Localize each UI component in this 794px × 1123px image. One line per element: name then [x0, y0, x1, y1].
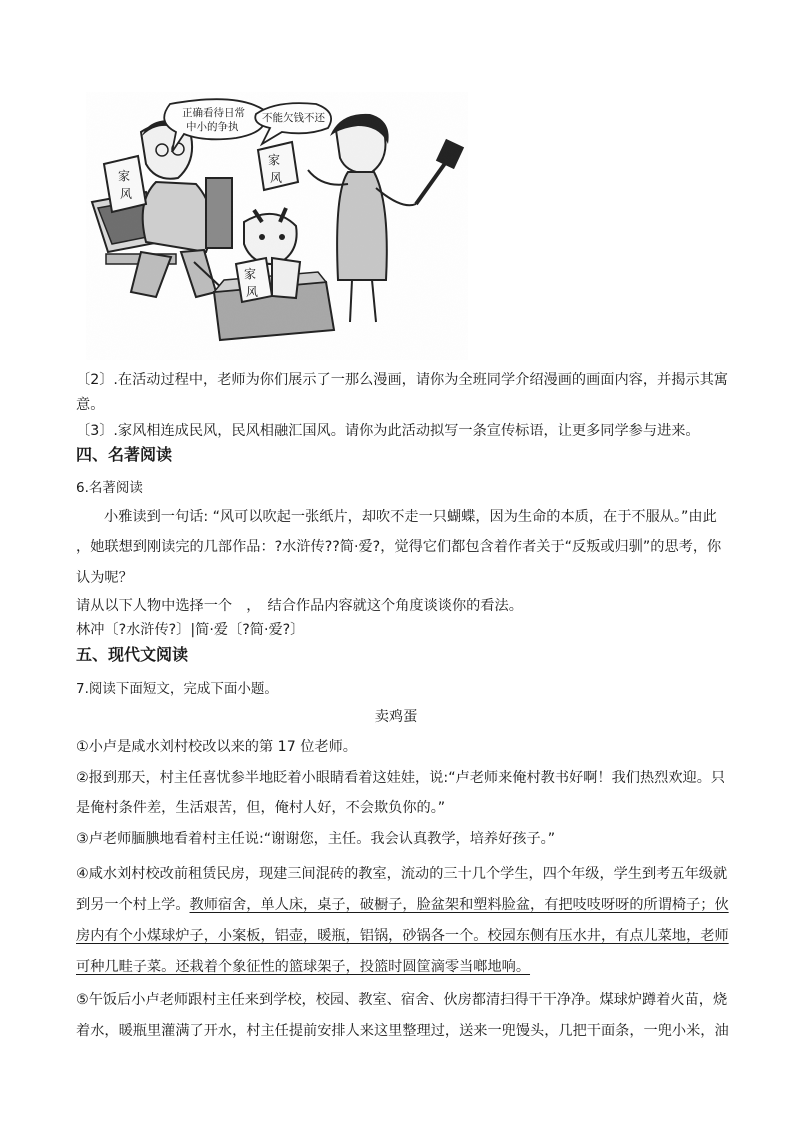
section-4-paragraph-1: 小雅读到一句话: “风可以吹起一张纸片，却吹不走一只蝴蝶，因为生命的本质，在于不服从。”由此	[104, 509, 717, 525]
question-6-label: 6.名著阅读	[76, 480, 143, 496]
paragraph-3: ③卢老师腼腆地看着村主任说:“谢谢您，主任。我会认真教学，培养好孩子。”	[76, 831, 556, 847]
family-tradition-cartoon	[86, 92, 468, 360]
question-2-line-2: 意。	[76, 397, 105, 413]
paragraph-4-line-3: 房内有个小煤球炉子，小案板，铝壶，暖瓶，铝锅，砂锅各一个。校园东侧有压水井，有点儿菜地，老师	[76, 928, 729, 944]
book-label-2b: 风	[270, 171, 283, 185]
paragraph-5-line-2: 着水，暖瓶里灌满了开水，村主任提前安排人来这里整理过，送来一兜馒头，几把干面条，一兜小米，油	[76, 1023, 729, 1039]
section-4-paragraph-4: 请从以下人物中选择一个 ， 结合作品内容就这个角度谈谈你的看法。	[76, 598, 523, 614]
paragraph-2-line-1: ②报到那天，村主任喜忧参半地眨着小眼睛看着这娃娃，说:“卢老师来俺村教书好啊！我们热烈欢迎。只	[76, 770, 726, 786]
book-label-3a: 家	[244, 267, 257, 281]
paragraph-4-line-1: ④咸水刘村校改前租赁民房，现建三间混砖的教室，流动的三十几个学生，四个年级，学生到考五年级就	[76, 866, 728, 882]
book-label-2a: 家	[268, 153, 281, 167]
story-title: 卖鸡蛋	[374, 709, 418, 725]
paragraph-4-line-2-plain: 到另一个村上学。	[76, 897, 190, 913]
question-2-line-1: 〔2〕.在活动过程中，老师为你们展示了一那么漫画，请你为全班同学介绍漫画的画面内容，并揭示其寓	[76, 372, 728, 388]
section-4-title: 四、名著阅读	[76, 445, 173, 464]
bubble-right-text: 不能欠钱不还	[262, 112, 325, 124]
paragraph-5-line-1: ⑤午饭后小卢老师跟村主任来到学校，校园、教室、宿舍、伙房都清扫得干干净净。煤球炉蹲着火苗，烧	[76, 992, 728, 1008]
book-label-1a: 家	[118, 169, 131, 183]
bubble-left-line1: 正确看待日常	[182, 107, 245, 119]
section-4-paragraph-2: ，她联想到刚读完的几部作品：?水浒传??简·爱?，觉得它们都包含着作者关于“反叛或归驯”的思考，你	[76, 539, 722, 555]
paragraph-4-line-2	[76, 895, 729, 915]
paragraph-2-line-2: 是俺村条件差，生活艰苦，但，俺村人好，不会欺负你的。”	[76, 800, 446, 816]
book-label-1b: 风	[120, 187, 133, 201]
question-3-line-1: 〔3〕.家风相连成民风，民风相融汇国风。请你为此活动拟写一条宣传标语，让更多同学参与进来。	[76, 423, 700, 439]
section-5-title: 五、现代文阅读	[76, 645, 189, 664]
paragraph-4-line-4: 可种几畦子菜。还栽着个象征性的篮球架子，投篮时圆筐滴零当啷地响。	[76, 959, 531, 975]
paragraph-4-line-2-underlined: 教师宿舍，单人床，桌子，破橱子，脸盆架和塑料脸盆，有把吱吱呀呀的所谓椅子；伙	[189, 897, 729, 913]
question-7-label: 7.阅读下面短文，完成下面小题。	[76, 681, 278, 697]
paragraph-1: ①小卢是咸水刘村校改以来的第 17 位老师。	[76, 739, 357, 755]
section-4-paragraph-5: 林冲〔?水浒传?〕|简·爱〔?简·爱?〕	[76, 622, 305, 638]
section-4-paragraph-3: 认为呢？	[76, 570, 133, 586]
bubble-left-line2: 中小的争执	[186, 121, 239, 133]
book-label-3b: 风	[246, 285, 259, 299]
